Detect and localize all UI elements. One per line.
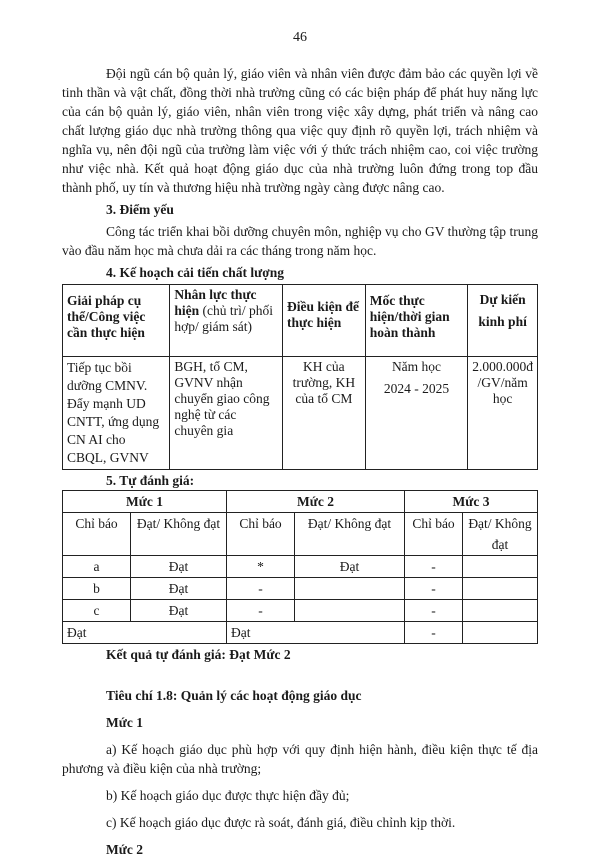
plan-header-personnel [170,285,283,357]
plan-header-milestone: Mốc thực hiện/thời gian hoàn thành [365,285,468,357]
eval-cell: a [63,556,131,578]
eval-cell [295,578,405,600]
eval-cell: Đạt [131,578,227,600]
eval-cell: - [405,556,463,578]
plan-cell-milestone-line2: 2024 - 2025 [383,381,450,396]
eval-total-level-3: - [405,622,463,644]
plan-header-solution: Giải pháp cụ thể/Công việc cần thực hiện [63,285,170,357]
self-evaluation-heading: 5. Tự đánh giá: [106,473,195,488]
plan-cell-milestone-line1: Năm học [391,359,442,374]
eval-subheader-row [63,513,538,556]
eval-row-c [63,600,538,622]
plan-header-personnel-sub: (chủ trì/ phối hợp/ giám sát) [174,303,273,334]
plan-cell-personnel: BGH, tổ CM, GVNV nhận chuyển giao công nghệ từ các chuyên gia [170,357,283,470]
eval-subheader-chibao-1: Chỉ báo [63,513,131,556]
eval-row-a [63,556,538,578]
weakness-paragraph: Công tác triển khai bồi dưỡng chuyên môn, nghiệp vụ cho GV thường tập trung vào đầu năm học mà chưa dải ra các tháng trong năm học. [62,224,538,258]
eval-cell: Đạt [295,556,405,578]
criterion-item-b: b) Kế hoạch giáo dục được thực hiện đầy đủ; [106,788,350,803]
eval-cell: - [227,578,295,600]
weakness-heading: 3. Điểm yếu [106,202,174,217]
eval-total-row [63,622,538,644]
evaluation-result: Kết quả tự đánh giá: Đạt Mức 2 [106,647,291,662]
eval-level-row [63,491,538,513]
eval-subheader-chibao-2: Chỉ báo [227,513,295,556]
eval-cell [295,600,405,622]
plan-table-header-row [63,285,538,357]
eval-cell: - [405,578,463,600]
improvement-plan-heading: 4. Kế hoạch cải tiến chất lượng [106,265,284,280]
eval-subheader-chibao-3: Chỉ báo [405,513,463,556]
eval-cell: Đạt [131,556,227,578]
eval-subheader-dat-1: Đạt/ Không đạt [131,513,227,556]
criterion-item-a: a) Kế hoạch giáo dục phù hợp với quy định hiện hành, điều kiện thực tế địa phương và điều kiện của nhà trường; [62,742,538,776]
eval-cell: b [63,578,131,600]
strengths-paragraph: Đội ngũ cán bộ quản lý, giáo viên và nhân viên được đảm bảo các quyền lợi về tinh thần và vật chất, đồng thời nhà trường cũng có các biện pháp để phát huy năng lực của cán bộ quản lý, giáo viên, nhân viên trong việc xây dựng, phát triển và nâng cao chất lượng giáo dục nhà trường thông qua việc quy định rõ quyền lợi, trách nhiệm và nghĩa vụ, nên đội ngũ của trường làm việc với ý thức trách nhiệm cao, coi việc trường như việc nhà. Kết quả hoạt động giáo dục của nhà trường luôn đứng trong top đầu thành phố, uy tín và thương hiệu nhà trường ngày càng được nâng cao. [62,66,538,195]
eval-level-2: Mức 2 [227,491,405,513]
eval-level-3: Mức 3 [405,491,538,513]
eval-cell: Đạt [131,600,227,622]
eval-total-level-1: Đạt [63,622,227,644]
eval-level-1: Mức 1 [63,491,227,513]
improvement-plan-table [62,284,538,470]
page-number: 46 [293,30,307,45]
eval-cell [463,600,538,622]
criterion-item-c: c) Kế hoạch giáo dục được rà soát, đánh giá, điều chỉnh kịp thời. [106,815,456,830]
eval-subheader-dat-3: Đạt/ Không đạt [463,513,538,556]
plan-cell-budget: 2.000.000đ /GV/năm học [468,357,538,470]
plan-header-personnel-main: Nhân lực thực hiện [174,287,257,318]
eval-total-level-3-empty [463,622,538,644]
eval-cell [463,556,538,578]
eval-subheader-dat-2: Đạt/ Không đạt [295,513,405,556]
plan-header-conditions: Điều kiện để thực hiện [282,285,365,357]
document-body [62,64,538,859]
plan-cell-milestone [365,357,468,470]
eval-total-level-2: Đạt [227,622,405,644]
plan-header-budget: Dự kiến kinh phí [468,285,538,357]
self-evaluation-table [62,490,538,644]
eval-row-b [63,578,538,600]
plan-cell-solution: Tiếp tục bồi dưỡng CMNV. Đẩy mạnh UD CNTT, ứng dụng CN AI cho CBQL, GVNV [63,357,170,470]
eval-cell: - [405,600,463,622]
level-2-heading: Mức 2 [106,842,143,857]
plan-table-row [63,357,538,470]
plan-cell-conditions: KH của trường, KH của tổ CM [282,357,365,470]
criterion-heading: Tiêu chí 1.8: Quản lý các hoạt động giáo dục [106,688,362,703]
eval-cell: - [227,600,295,622]
level-1-heading: Mức 1 [106,715,143,730]
eval-cell [463,578,538,600]
eval-cell: * [227,556,295,578]
eval-cell: c [63,600,131,622]
